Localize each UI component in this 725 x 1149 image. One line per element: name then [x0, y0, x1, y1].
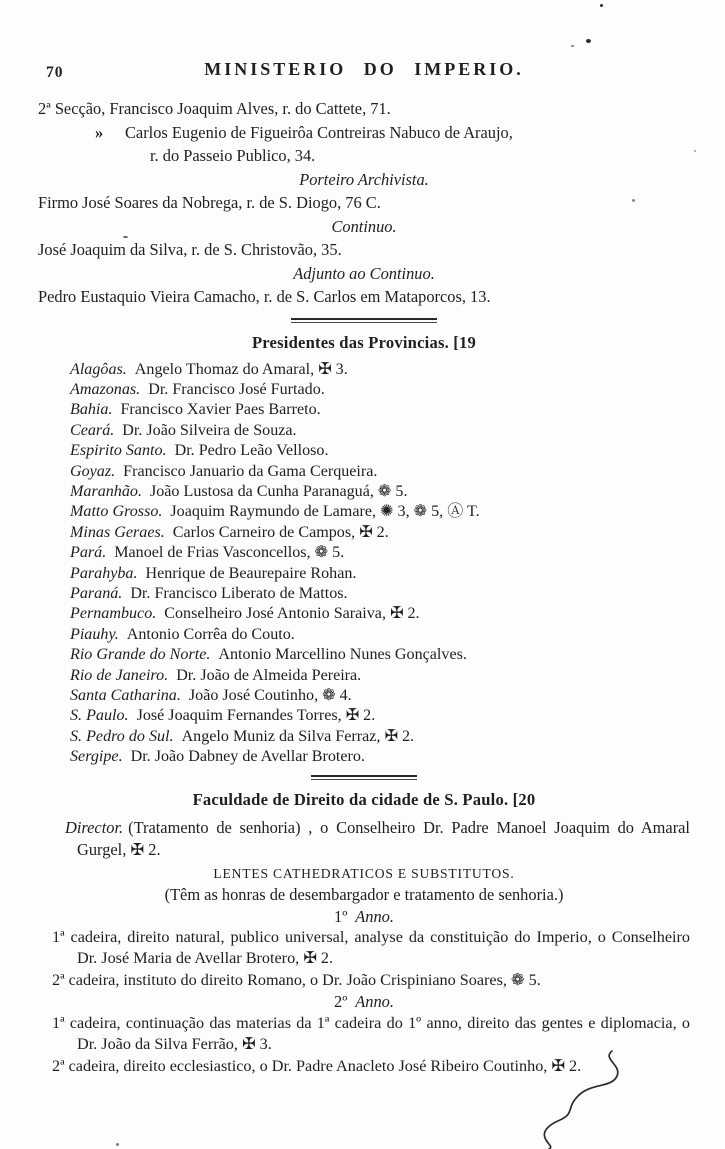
cadeira-entry: 2ª cadeira, direito ecclesiastico, o Dr. Padre Anacleto José Ribeiro Coutinho, ✠ 2. [52, 1056, 582, 1075]
seccao-line1: 2ª Secção, Francisco Joaquim Alves, r. do Cattete, 71. [38, 99, 391, 118]
province-name: Matto Grosso. [70, 503, 163, 521]
province-entry-text: Dr. João Dabney de Avellar Brotero. [130, 748, 365, 766]
ink-squiggle-mark [498, 1050, 698, 1149]
director-label: Director. [65, 817, 124, 837]
anno1-heading [38, 906, 690, 928]
seccao-line3: r. do Passeio Publico, 34. [150, 146, 316, 165]
province-name: Minas Geraes. [70, 523, 165, 541]
page-number: 70 [46, 64, 64, 81]
province-entry-text: Antonio Corrêa do Couto. [126, 625, 295, 643]
page-header [38, 58, 690, 84]
province-name: Parahyba. [70, 564, 138, 582]
anno2-label: Anno. [355, 992, 394, 1012]
page-title: MINISTERIO DO IMPERIO. [204, 59, 524, 79]
province-entry-text: Conselheiro José Antonio Saraiva, ✠ 2. [164, 605, 420, 623]
cadeira-entry: 1ª cadeira, continuação das materias da 1ª cadeira do 1º anno, direito das gentes e diplomacia, o Dr. João da Silva Ferrão, ✠ 3. [52, 1013, 690, 1054]
province-row [70, 502, 690, 522]
province-row [70, 584, 690, 604]
province-name: Ceará. [70, 421, 115, 439]
scan-speck [586, 39, 591, 43]
province-row [70, 523, 690, 543]
scan-speck [571, 45, 574, 47]
province-row [70, 380, 690, 400]
porteiro-entry: Firmo José Soares da Nobrega, r. de S. Diogo, 76 C. [38, 193, 381, 212]
scan-speck [116, 1143, 119, 1146]
anno2-number: 2º [334, 992, 348, 1012]
province-row [70, 360, 690, 380]
section-divider-2 [311, 775, 417, 780]
province-row [70, 747, 690, 767]
province-entry-text: Carlos Carneiro de Campos, ✠ 2. [172, 523, 389, 541]
scan-speck [123, 236, 128, 238]
seccao-line2-text: Carlos Eugenio de Figueirôa Contreiras Nabuco de Araujo, [125, 122, 513, 142]
province-row [70, 727, 690, 747]
lentes-heading: LENTES CATHEDRATICOS E SUBSTITUTOS. [213, 866, 515, 882]
province-entry-text: João José Coutinho, ❁ 4. [188, 687, 352, 704]
anno1-number: 1º [334, 906, 348, 926]
porteiro-heading: Porteiro Archivista. [299, 169, 429, 189]
anno2-heading [38, 991, 690, 1013]
province-row [70, 543, 690, 563]
province-name: Maranhão. [70, 482, 142, 500]
province-row [70, 564, 690, 584]
province-entry-text: Dr. Francisco Liberato de Mattos. [130, 584, 348, 602]
province-name: Piauhy. [70, 625, 119, 643]
seccao-line2 [38, 121, 690, 145]
province-name: Santa Catharina. [70, 687, 181, 704]
province-row [70, 421, 690, 441]
province-name: Paraná. [70, 584, 123, 602]
province-name: S. Paulo. [70, 707, 129, 725]
province-row [70, 462, 690, 482]
province-row [70, 686, 690, 706]
province-name: Sergipe. [70, 748, 123, 766]
province-name: Amazonas. [70, 380, 141, 398]
ditto-mark: » [95, 122, 104, 142]
director-text: (Tratamento de senhoria) , o Conselheiro Dr. Padre Manoel Joaquim do Amaral Gurgel, ✠ 2. [77, 817, 690, 859]
scan-speck [632, 199, 635, 202]
adjunto-heading: Adjunto ao Continuo. [293, 263, 435, 283]
director-entry [38, 817, 690, 861]
province-name: Alagôas. [70, 360, 127, 378]
province-entry-text: Francisco Januario da Gama Cerqueira. [123, 462, 378, 480]
lentes-note: (Têm as honras de desembargador e tratamento de senhoria.) [164, 885, 564, 905]
province-name: Pará. [70, 544, 107, 562]
section-divider [291, 318, 437, 323]
province-name: Goyaz. [70, 462, 116, 480]
province-entry-text: Dr. Pedro Leão Velloso. [174, 442, 329, 460]
province-entry-text: Angelo Muniz da Silva Ferraz, ✠ 2. [181, 727, 415, 745]
province-entry-text: Dr. João Silveira de Souza. [122, 421, 297, 439]
cadeira-entry: 1ª cadeira, direito natural, publico universal, analyse da constituição do Imperio, o Conselheiro Dr. José Maria de Avellar Brotero, ✠ 2. [52, 928, 690, 968]
province-row [70, 400, 690, 420]
cadeira-entry: 2ª cadeira, instituto do direito Romano, o Dr. João Crispiniano Soares, ❁ 5. [52, 970, 541, 989]
province-name: Rio Grande do Norte. [70, 646, 211, 664]
province-entry-text: Francisco Xavier Paes Barreto. [120, 401, 321, 419]
presidentes-title: Presidentes das Provincias. [19 [251, 332, 477, 352]
province-entry-text: João Lustosa da Cunha Paranaguá, ❁ 5. [149, 482, 408, 500]
province-row [70, 441, 690, 461]
province-entry-text: Henrique de Beaurepaire Rohan. [145, 564, 357, 582]
province-row [70, 604, 690, 624]
scan-speck [694, 150, 696, 152]
province-entry-text: Antonio Marcellino Nunes Gonçalves. [218, 646, 467, 664]
province-name: Pernambuco. [70, 605, 157, 623]
province-name: Espirito Santo. [70, 442, 167, 460]
province-row [70, 645, 690, 665]
province-entry-text: José Joaquim Fernandes Torres, ✠ 2. [136, 707, 376, 725]
province-name: S. Pedro do Sul. [70, 727, 174, 745]
province-row [70, 482, 690, 502]
province-name: Rio de Janeiro. [70, 666, 169, 684]
anno1-label: Anno. [355, 906, 394, 926]
province-row [70, 625, 690, 645]
seccao-section [38, 97, 690, 168]
adjunto-entry: Pedro Eustaquio Vieira Camacho, r. de S. Carlos em Mataporcos, 13. [38, 287, 491, 306]
province-entry-text: Joaquim Raymundo de Lamare, ✺ 3, ❁ 5, Ⓐ T. [170, 503, 480, 521]
province-entry-text: Dr. Francisco José Furtado. [148, 380, 325, 398]
province-row [70, 706, 690, 726]
province-entry-text: Dr. João de Almeida Pereira. [176, 666, 362, 684]
province-entry-text: Manoel de Frias Vasconcellos, ❁ 5. [114, 544, 345, 562]
presidentes-list [38, 360, 690, 768]
province-row [70, 666, 690, 686]
province-entry-text: Angelo Thomaz do Amaral, ✠ 3. [134, 360, 348, 378]
province-name: Bahia. [70, 401, 113, 419]
continuo-heading: Continuo. [331, 216, 397, 236]
scan-speck [600, 4, 603, 7]
faculdade-title: Faculdade de Direito da cidade de S. Paulo. [20 [192, 789, 536, 809]
continuo-entry: José Joaquim da Silva, r. de S. Christovão, 35. [38, 240, 342, 259]
